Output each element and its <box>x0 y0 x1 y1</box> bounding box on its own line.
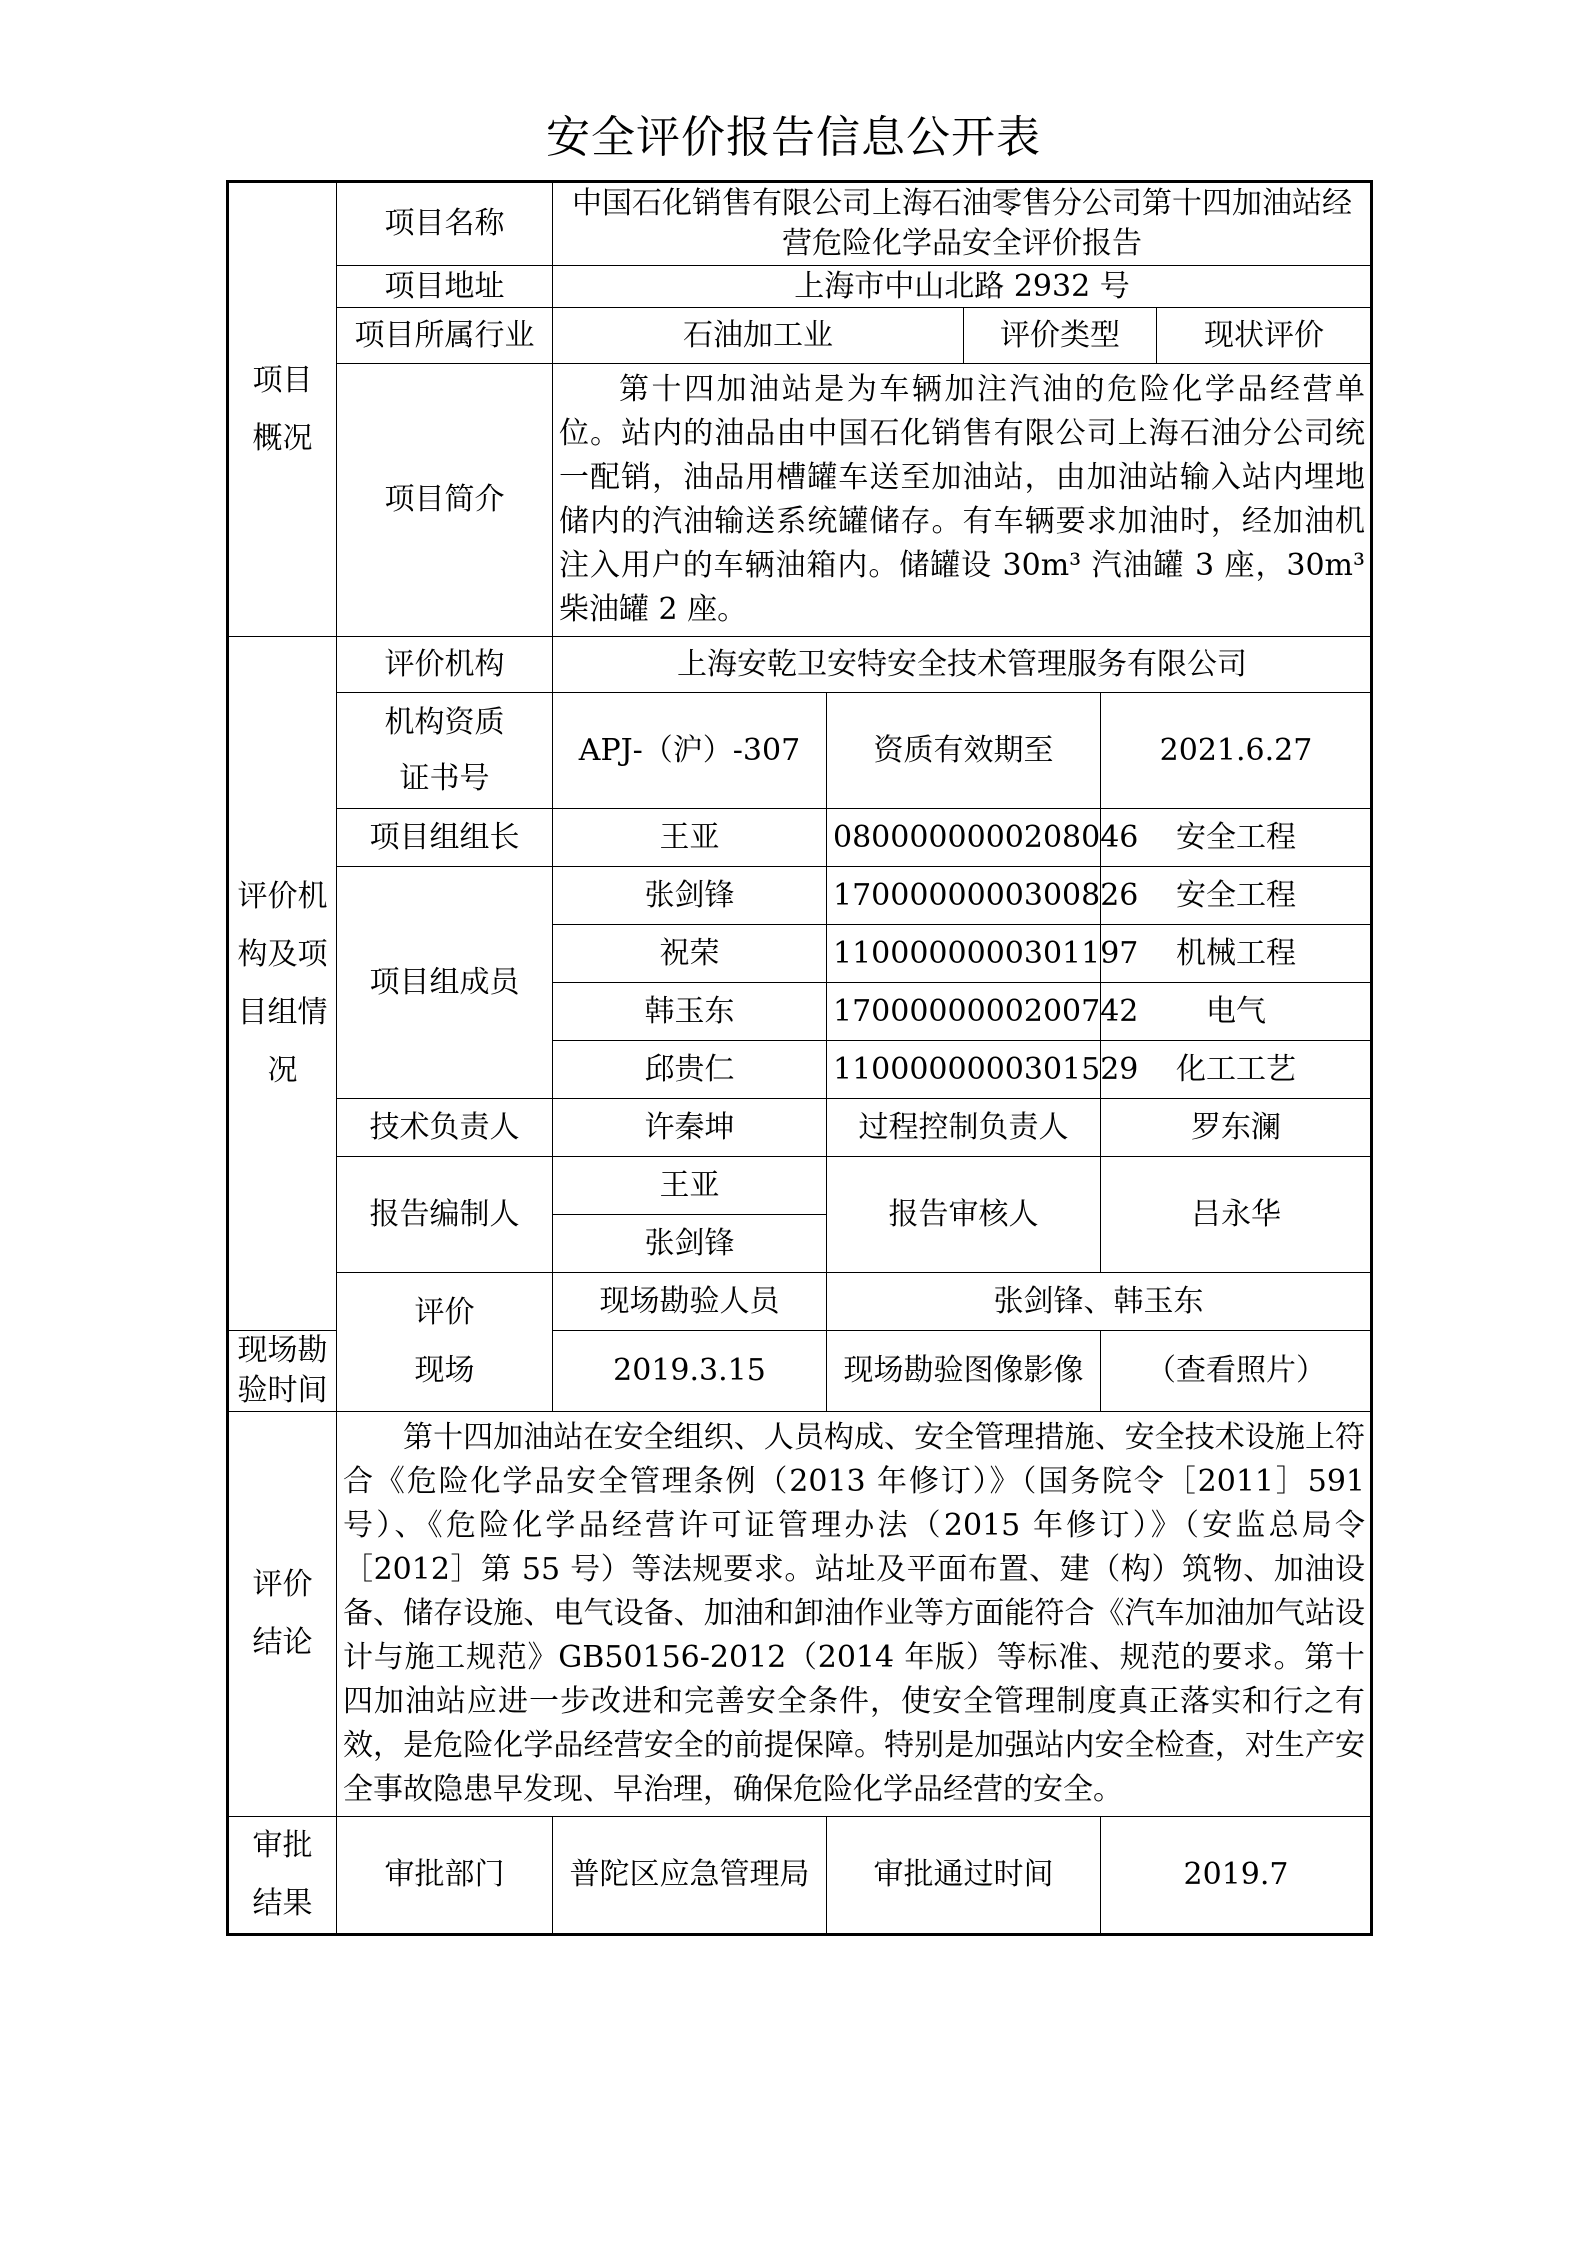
site-image-link[interactable]: （查看照片） <box>1101 1331 1372 1412</box>
member-name: 祝荣 <box>553 925 827 983</box>
leader-field: 安全工程 <box>1101 809 1372 867</box>
project-name-value: 中国石化销售有限公司上海石油零售分公司第十四加油站经营危险化学品安全评价报告 <box>553 182 1372 266</box>
leader-name: 王亚 <box>553 809 827 867</box>
site-time-value: 2019.3.15 <box>553 1331 827 1412</box>
author-name: 王亚 <box>553 1157 827 1215</box>
member-name: 邱贵仁 <box>553 1041 827 1099</box>
row-site-staff <box>228 1273 1372 1331</box>
disclosure-table <box>226 180 1373 1936</box>
approval-dept-value: 普陀区应急管理局 <box>553 1817 827 1935</box>
reviewer-label: 报告审核人 <box>827 1157 1101 1273</box>
agency-label: 评价机构 <box>337 637 553 693</box>
author-label: 报告编制人 <box>337 1157 553 1273</box>
row-project-name <box>228 182 1372 266</box>
agency-value: 上海安乾卫安特安全技术管理服务有限公司 <box>553 637 1372 693</box>
valid-until-label: 资质有效期至 <box>827 693 1101 809</box>
section-site-label: 评价 现场 <box>337 1273 553 1412</box>
member-field: 电气 <box>1101 983 1372 1041</box>
row-conclusion <box>228 1412 1372 1817</box>
row-author-1 <box>228 1157 1372 1215</box>
site-staff-value: 张剑锋、韩玉东 <box>827 1273 1372 1331</box>
section-approval-label: 审批 结果 <box>228 1817 337 1935</box>
leader-id: 0800000000208046 <box>827 809 1101 867</box>
valid-until-value: 2021.6.27 <box>1101 693 1372 809</box>
section-agency-label: 评价机 构及项 目组情 况 <box>228 637 337 1331</box>
member-id: 1700000000300826 <box>827 867 1101 925</box>
row-tech-lead <box>228 1099 1372 1157</box>
industry-value: 石油加工业 <box>553 308 964 364</box>
approval-dept-label: 审批部门 <box>337 1817 553 1935</box>
row-project-industry <box>228 308 1372 364</box>
project-intro-label: 项目简介 <box>337 364 553 637</box>
cert-value: APJ-（沪）-307 <box>553 693 827 809</box>
site-time-label: 现场勘验时间 <box>228 1331 337 1412</box>
row-approval <box>228 1817 1372 1935</box>
tech-lead-label: 技术负责人 <box>337 1099 553 1157</box>
member-field: 安全工程 <box>1101 867 1372 925</box>
member-id: 1100000000301197 <box>827 925 1101 983</box>
section-overview-label: 项目 概况 <box>228 182 337 637</box>
member-field: 机械工程 <box>1101 925 1372 983</box>
project-address-label: 项目地址 <box>337 266 553 308</box>
member-id: 1100000000301529 <box>827 1041 1101 1099</box>
author-name: 张剑锋 <box>553 1215 827 1273</box>
approval-time-label: 审批通过时间 <box>827 1817 1101 1935</box>
row-agency <box>228 637 1372 693</box>
project-name-label: 项目名称 <box>337 182 553 266</box>
row-project-intro <box>228 364 1372 637</box>
industry-label: 项目所属行业 <box>337 308 553 364</box>
row-leader <box>228 809 1372 867</box>
eval-type-value: 现状评价 <box>1157 308 1372 364</box>
eval-type-label: 评价类型 <box>964 308 1157 364</box>
site-staff-label: 现场勘验人员 <box>553 1273 827 1331</box>
member-id: 1700000000200742 <box>827 983 1101 1041</box>
approval-time-value: 2019.7 <box>1101 1817 1372 1935</box>
tech-lead-value: 许秦坤 <box>553 1099 827 1157</box>
section-conclusion-label: 评价 结论 <box>228 1412 337 1817</box>
page-title: 安全评价报告信息公开表 <box>546 112 1041 163</box>
members-label: 项目组成员 <box>337 867 553 1099</box>
process-control-label: 过程控制负责人 <box>827 1099 1101 1157</box>
member-field: 化工工艺 <box>1101 1041 1372 1099</box>
row-cert <box>228 693 1372 809</box>
member-name: 张剑锋 <box>553 867 827 925</box>
table-row <box>228 867 1372 925</box>
row-project-address <box>228 266 1372 308</box>
cert-label: 机构资质 证书号 <box>337 693 553 809</box>
conclusion-text: 第十四加油站在安全组织、人员构成、安全管理措施、安全技术设施上符合《危险化学品安全管理条例（2013 年修订）》（国务院令［2011］591 号）、《危险化学品经营许可证管理办法（2015 年修订）》（安监总局令［2012］第 55 号）等法规要求。站址及平面布置、建（构）筑物、加油设备、储存设施、电气设备、加油和卸油作业等方面能符合《汽车加油加气站设计与施工规范》GB50156-2012（2014 年版）等标准、规范的要求。第十四加油站应进一步改进和完善安全条件，使安全管理制度真正落实和行之有效，是危险化学品经营安全的前提保障。特别是加强站内安全检查，对生产安全事故隐患早发现、早治理，确保危险化学品经营的安全。 <box>337 1412 1372 1817</box>
leader-label: 项目组组长 <box>337 809 553 867</box>
member-name: 韩玉东 <box>553 983 827 1041</box>
reviewer-value: 吕永华 <box>1101 1157 1372 1273</box>
project-address-value: 上海市中山北路 2932 号 <box>553 266 1372 308</box>
site-image-label: 现场勘验图像影像 <box>827 1331 1101 1412</box>
project-intro-text: 第十四加油站是为车辆加注汽油的危险化学品经营单位。站内的油品由中国石化销售有限公司上海石油分公司统一配销，油品用槽罐车送至加油站，由加油站输入站内埋地储内的汽油输送系统罐储存。有车辆要求加油时，经加油机注入用户的车辆油箱内。储罐设 30m³ 汽油罐 3 座，30m³ 柴油罐 2 座。 <box>553 364 1372 637</box>
process-control-value: 罗东澜 <box>1101 1099 1372 1157</box>
